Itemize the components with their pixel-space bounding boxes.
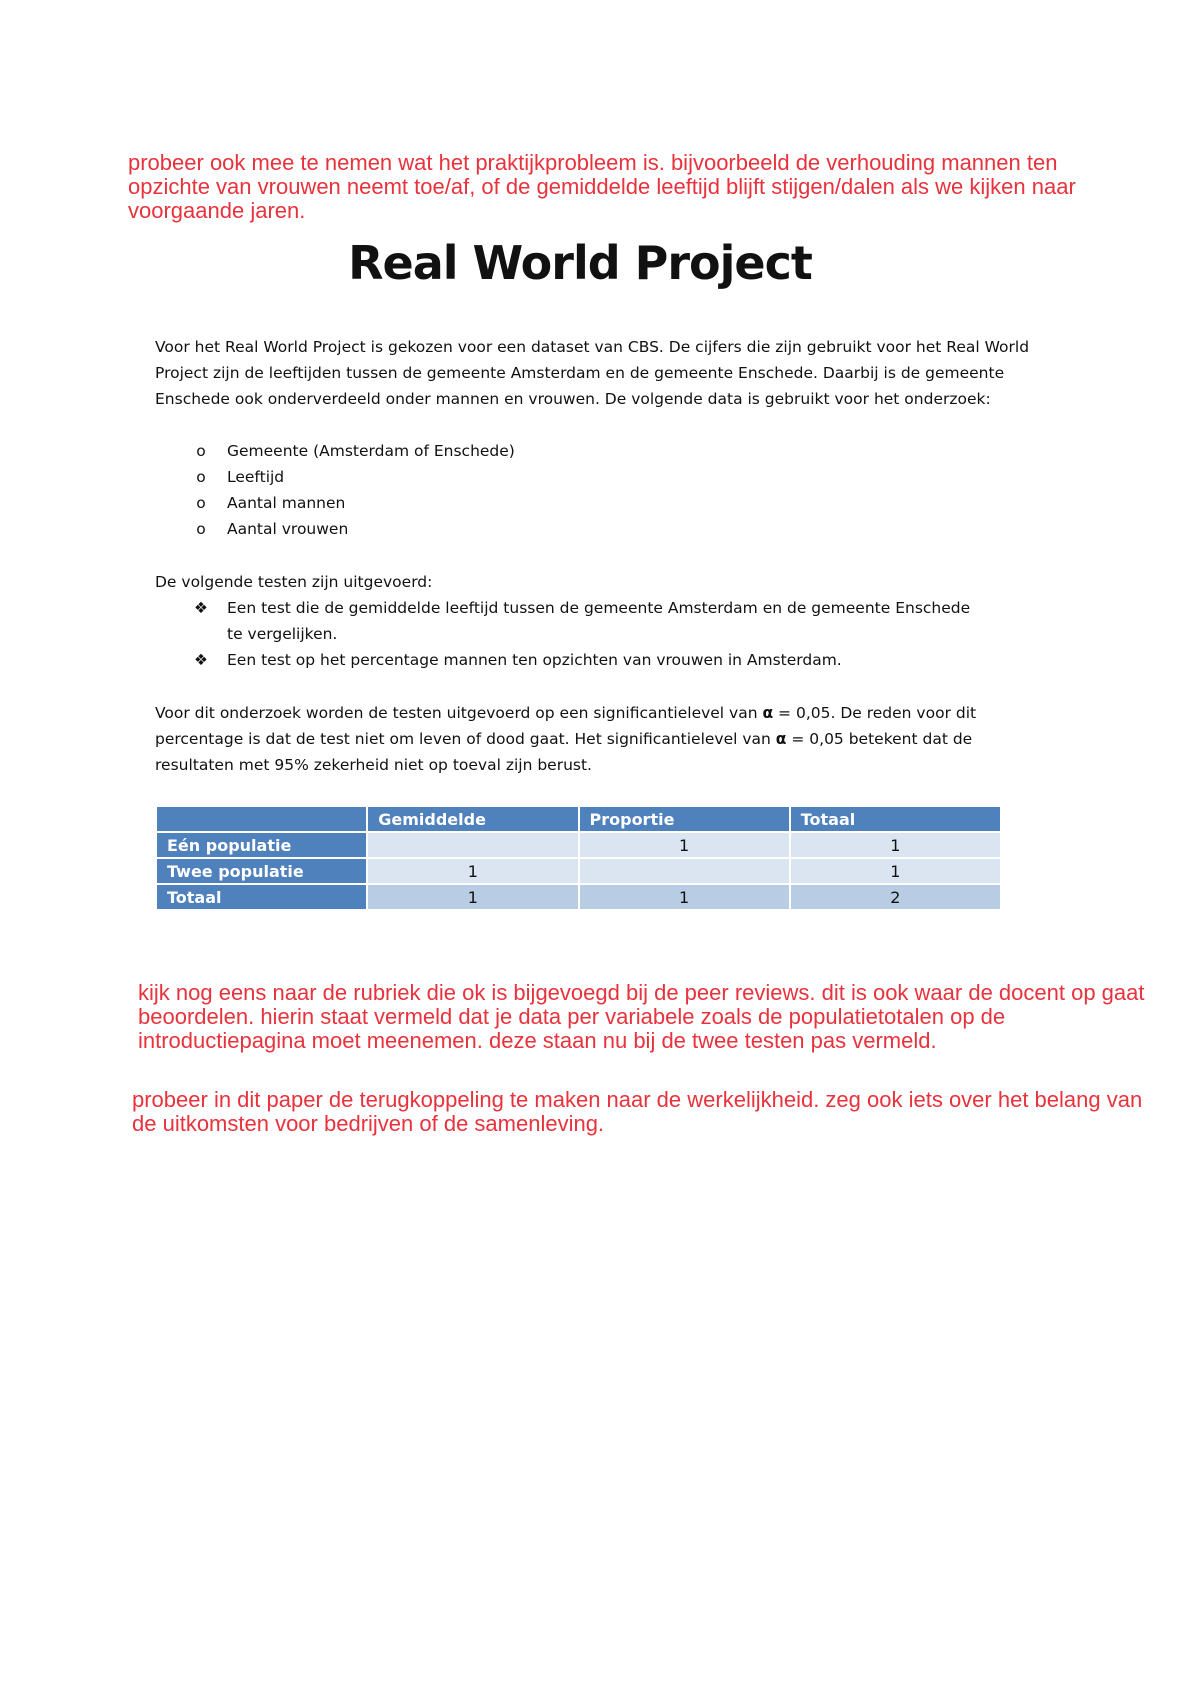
data-list [155,438,515,542]
table-cell: 1 [790,858,1001,884]
reviewer-comment-top [128,151,1128,223]
significance-text-part: Voor dit onderzoek worden de testen uitgevoerd op een significantielevel van [155,704,763,722]
test-list [155,595,975,673]
intro-text: Voor het Real World Project is gekozen voor een dataset van CBS. De cijfers die zijn gebruikt voor het Real World Project zijn de leeftijden tussen de gemeente Amsterdam en de gemeente Enschede. Daarbij is de gemeente Enschede ook onderverdeeld onder mannen en vrouwen. De volgende data is gebruikt voor het onderzoek: [155,338,1030,408]
circle-bullet-icon: o [196,520,206,538]
table-row-label: Eén populatie [156,832,367,858]
significance-text-part: = 0,05 betekent dat de resultaten met 95% zekerheid niet op toeval zijn berust. [155,730,973,774]
table-row [156,832,1001,858]
test-summary-table [155,805,1002,911]
table-cell: 1 [790,832,1001,858]
table-cell: 1 [367,884,578,910]
table-header-cell: Totaal [790,806,1001,832]
table-cell: 2 [790,884,1001,910]
table-header-cell: Gemiddelde [367,806,578,832]
alpha-symbol: α [775,730,787,748]
alpha-symbol: α [762,704,774,722]
list-item-text: Aantal mannen [227,494,346,512]
intro-paragraph [155,334,1035,412]
table-header-cell: Proportie [579,806,790,832]
table-header-row [156,806,1001,832]
table-cell [367,832,578,858]
list-item [155,595,975,647]
page-title: Real World Project [348,236,812,290]
tests-intro-paragraph [155,569,1035,595]
significance-text-part: = 0,05. De reden voor dit percentage is dat de test niet om leven of dood gaat. Het significantielevel van [155,704,977,748]
significance-paragraph [155,700,1035,778]
circle-bullet-icon: o [196,494,206,512]
tests-intro-text: De volgende testen zijn uitgevoerd: [155,573,433,591]
list-item-text: Gemeente (Amsterdam of Enschede) [227,442,515,460]
significance-text [155,700,1035,778]
list-item [155,464,515,490]
comment-text: probeer in dit paper de terugkoppeling te maken naar de werkelijkheid. zeg ook iets over het belang van de uitkomsten voor bedrijven of de samenleving. [132,1087,1143,1136]
table-cell: 1 [579,832,790,858]
table-row-label: Twee populatie [156,858,367,884]
table-cell: 1 [579,884,790,910]
table-row-label: Totaal [156,884,367,910]
diamond-bullet-icon: ❖ [194,599,208,617]
diamond-bullet-icon: ❖ [194,651,208,669]
table-cell [579,858,790,884]
table-header-cell [156,806,367,832]
table-row [156,884,1001,910]
reviewer-comment-middle [138,981,1178,1053]
comment-text: probeer ook mee te nemen wat het praktijkprobleem is. bijvoorbeeld de verhouding mannen ten opzichte van vrouwen neemt toe/af, of de gemiddelde leeftijd blijft stijgen/dalen als we kijken naar voorgaande jaren. [128,150,1076,223]
list-item [155,438,515,464]
comment-text: kijk nog eens naar de rubriek die ok is bijgevoegd bij de peer reviews. dit is ook waar de docent op gaat beoordelen. hierin staat vermeld dat je data per variabele zoals de populatietotalen op de introductiepagina moet meenemen. deze staan nu bij de twee testen pas vermeld. [138,980,1145,1053]
list-item-text: Aantal vrouwen [227,520,349,538]
list-item-text: Leeftijd [227,468,285,486]
circle-bullet-icon: o [196,442,206,460]
list-item-text: Een test op het percentage mannen ten opzichten van vrouwen in Amsterdam. [227,651,842,669]
circle-bullet-icon: o [196,468,206,486]
list-item-text: Een test die de gemiddelde leeftijd tussen de gemeente Amsterdam en de gemeente Enschede te vergelijken. [227,599,971,643]
table-cell: 1 [367,858,578,884]
list-item [155,490,515,516]
table-row [156,858,1001,884]
reviewer-comment-bottom [132,1088,1172,1136]
list-item [155,516,515,542]
list-item [155,647,975,673]
